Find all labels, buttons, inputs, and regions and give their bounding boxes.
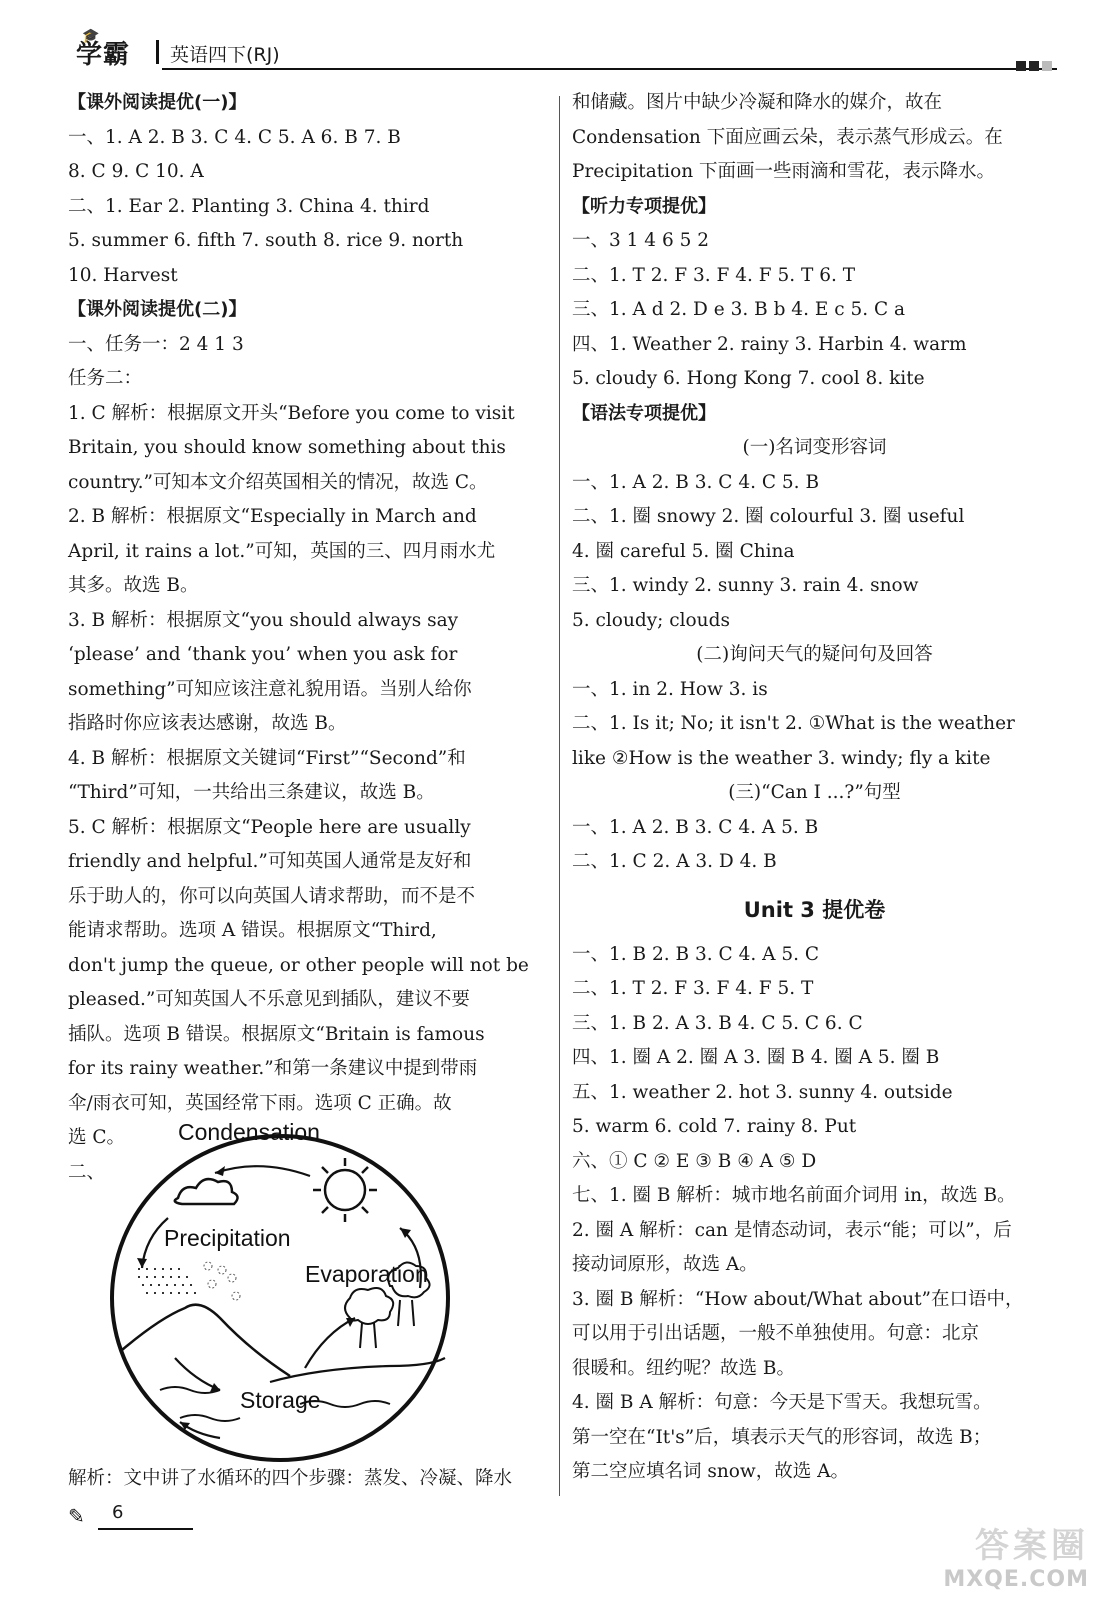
label-condensation: Condensation <box>178 1119 320 1145</box>
subject-title: 英语四下(RJ) <box>170 44 280 66</box>
rain-snow-icon <box>138 1262 240 1300</box>
answer-line: 和储藏。图片中缺少冷凝和降水的媒介，故在 <box>572 92 943 113</box>
arrowhead <box>215 1166 225 1176</box>
answer-line: April, it rains a lot.”可知，英国的三、四月雨水尤 <box>68 540 496 562</box>
section-heading: 【课外阅读提优(二)】 <box>68 299 247 320</box>
label-storage: Storage <box>240 1387 321 1413</box>
pencil-icon: ✎ <box>68 1504 85 1528</box>
answer-line: country.”可知本文介绍英国相关的情况，故选 C。 <box>68 471 488 493</box>
answer-line: pleased.”可知英国人不乐意见到插队，建议不要 <box>68 989 470 1010</box>
answer-line: 8. C 9. C 10. A <box>68 161 204 182</box>
subsection-heading: (三)“Can I ...?”句型 <box>728 782 901 803</box>
watermark-top: 答案圈 <box>975 1526 1089 1566</box>
answer-line: 插队。选项 B 错误。根据原文“Britain is famous <box>68 1023 485 1045</box>
answer-line: 一、1. A 2. B 3. C 4. A 5. B <box>572 816 819 838</box>
answer-line: 三、1. windy 2. sunny 3. rain 4. snow <box>572 575 919 596</box>
water-cycle-diagram <box>100 1118 460 1468</box>
answer-line: 解析：文中讲了水循环的四个步骤：蒸发、冷凝、降水 <box>68 1468 513 1489</box>
answer-line: something”可知应该注意礼貌用语。当别人给你 <box>68 678 472 700</box>
answer-line: 选 C。 <box>68 1127 126 1148</box>
label-evaporation: Evaporation <box>305 1261 428 1287</box>
graduation-cap-icon: 🎓 <box>82 28 100 44</box>
answer-line: 四、1. 圈 A 2. 圈 A 3. 圈 B 4. 圈 A 5. 圈 B <box>572 1047 940 1068</box>
answer-line: ‘please’ and ‘thank you’ when you ask for <box>68 644 458 665</box>
answer-line: 一、1. in 2. How 3. is <box>572 678 768 700</box>
answer-line: 4. B 解析：根据原文关键词“First”“Second”和 <box>68 747 466 769</box>
answer-line: 指路时你应该表达感谢，故选 B。 <box>68 713 347 734</box>
subsection-heading: (二)询问天气的疑问句及回答 <box>696 644 933 665</box>
mountain-shape <box>122 1305 290 1376</box>
answer-line: 二、1. Is it; No; it isn't 2. ①What is the weather <box>572 713 1015 734</box>
column-divider <box>559 96 560 1496</box>
answer-line: 二、1. C 2. A 3. D 4. B <box>572 851 777 872</box>
header-squares-icon <box>1013 56 1052 75</box>
answer-line: Condensation 下面应画云朵，表示蒸气形成云。在 <box>572 126 1003 148</box>
answer-line: 三、1. A d 2. D e 3. B b 4. E c 5. C a <box>572 299 906 320</box>
arrow-sun-to-cloud <box>215 1166 310 1176</box>
answer-line: 二、1. 圈 snowy 2. 圈 colourful 3. 圈 useful <box>572 506 965 527</box>
unit-title: Unit 3 提优卷 <box>743 897 886 922</box>
answer-line: 能请求帮助。选项 A 错误。根据原文“Third, <box>68 920 437 941</box>
answer-line: 2. 圈 A 解析：can 是情态动词，表示“能；可以”，后 <box>572 1219 1012 1241</box>
answer-line: 其多。故选 B。 <box>68 575 199 596</box>
header-separator <box>156 40 159 64</box>
answer-line: 5. warm 6. cold 7. rainy 8. Put <box>572 1116 857 1137</box>
subsection-heading: (一)名词变形容词 <box>742 437 887 458</box>
arrow-up-from-water <box>305 1318 355 1368</box>
answer-line: 第二空应填名词 snow，故选 A。 <box>572 1461 850 1482</box>
answer-line: Britain, you should know something about this <box>68 437 506 458</box>
answer-line: 5. cloudy; clouds <box>572 609 730 631</box>
answer-line: 二、1. Ear 2. Planting 3. China 4. third <box>68 195 430 217</box>
answer-line: 1. C 解析：根据原文开头“Before you come to visit <box>68 402 515 424</box>
answer-line: 七、1. 圈 B 解析：城市地名前面介词用 in，故选 B。 <box>572 1185 1016 1206</box>
answer-line: 六、① C ② E ③ B ④ A ⑤ D <box>572 1150 817 1172</box>
answer-line: friendly and helpful.”可知英国人通常是友好和 <box>68 851 472 872</box>
left-column <box>68 86 548 1190</box>
page-number: 6 <box>112 1502 124 1523</box>
answer-line: 一、1. A 2. B 3. C 4. C 5. A 6. B 7. B <box>68 126 401 148</box>
answer-line: 乐于助人的，你可以向英国人请求帮助，而不是不 <box>68 885 476 907</box>
answer-line: 可以用于引出话题，一般不单独使用。句意：北京 <box>572 1323 980 1344</box>
answer-line: 伞/雨衣可知，英国经常下雨。选项 C 正确。故 <box>68 1092 452 1114</box>
answer-line: 五、1. weather 2. hot 3. sunny 4. outside <box>572 1081 953 1103</box>
answer-line: 接动词原形，故选 A。 <box>572 1254 758 1275</box>
watermark-bottom: MXQE.COM <box>943 1567 1089 1592</box>
answer-line: 一、1. B 2. B 3. C 4. A 5. C <box>572 943 820 965</box>
answer-line: Precipitation 下面画一些雨滴和雪花，表示降水。 <box>572 161 996 182</box>
left-column-bottom <box>68 1462 548 1497</box>
section-heading: 【课外阅读提优(一)】 <box>68 92 247 113</box>
answer-line: 5. cloudy 6. Hong Kong 7. cool 8. kite <box>572 368 925 389</box>
answer-line: for its rainy weather.”和第一条建议中提到带雨 <box>68 1058 478 1079</box>
arrowhead <box>137 1258 147 1268</box>
answer-line: 一、1. A 2. B 3. C 4. C 5. B <box>572 471 820 493</box>
answer-line: 一、任务一：2 4 1 3 <box>68 333 244 355</box>
section-heading: 【听力专项提优】 <box>572 195 716 217</box>
page-header <box>68 28 1058 78</box>
answer-line: “Third”可知，一共给出三条建议，故选 B。 <box>68 782 435 803</box>
answer-line: like ②How is the weather 3. windy; fly a kite <box>572 747 991 769</box>
footer-rule <box>98 1528 193 1530</box>
answer-line: don't jump the queue, or other people will not be <box>68 954 529 976</box>
answer-line: 很暖和。纽约呢？故选 B。 <box>572 1357 795 1379</box>
answer-line: 三、1. B 2. A 3. B 4. C 5. C 6. C <box>572 1012 863 1034</box>
answer-line: 10. Harvest <box>68 264 178 286</box>
header-rule <box>162 68 1057 70</box>
answer-line: 5. summer 6. fifth 7. south 8. rice 9. north <box>68 230 464 251</box>
answer-line: 3. 圈 B 解析：“How about/What about”在口语中， <box>572 1288 1024 1310</box>
answer-line: 4. 圈 careful 5. 圈 China <box>572 540 795 562</box>
answer-line: 4. 圈 B A 解析：句意：今天是下雪天。我想玩雪。 <box>572 1392 992 1413</box>
answer-line: 二、1. T 2. F 3. F 4. F 5. T <box>572 978 814 999</box>
shoreline <box>270 1358 445 1382</box>
right-column <box>572 86 1057 1490</box>
answer-line: 任务二： <box>68 368 143 389</box>
section-heading: 【语法专项提优】 <box>572 402 716 424</box>
answer-line: 3. B 解析：根据原文“you should always say <box>68 609 459 631</box>
label-precipitation: Precipitation <box>164 1225 291 1251</box>
answer-line: 5. C 解析：根据原文“People here are usually <box>68 816 471 838</box>
answer-line: 第一空在“It's”后，填表示天气的形容词，故选 B； <box>572 1426 992 1448</box>
cloud-icon <box>175 1179 238 1204</box>
answer-line: 二、 <box>68 1161 106 1183</box>
watermark <box>943 1518 1089 1592</box>
answer-line: 二、1. T 2. F 3. F 4. F 5. T 6. T <box>572 264 856 286</box>
answer-line: 一、3 1 4 6 5 2 <box>572 230 710 251</box>
brand-logo: 学霸 <box>76 40 131 70</box>
answer-line: 四、1. Weather 2. rainy 3. Harbin 4. warm <box>572 333 967 355</box>
sun-icon <box>313 1158 377 1222</box>
answer-line: 2. B 解析：根据原文“Especially in March and <box>68 506 477 527</box>
